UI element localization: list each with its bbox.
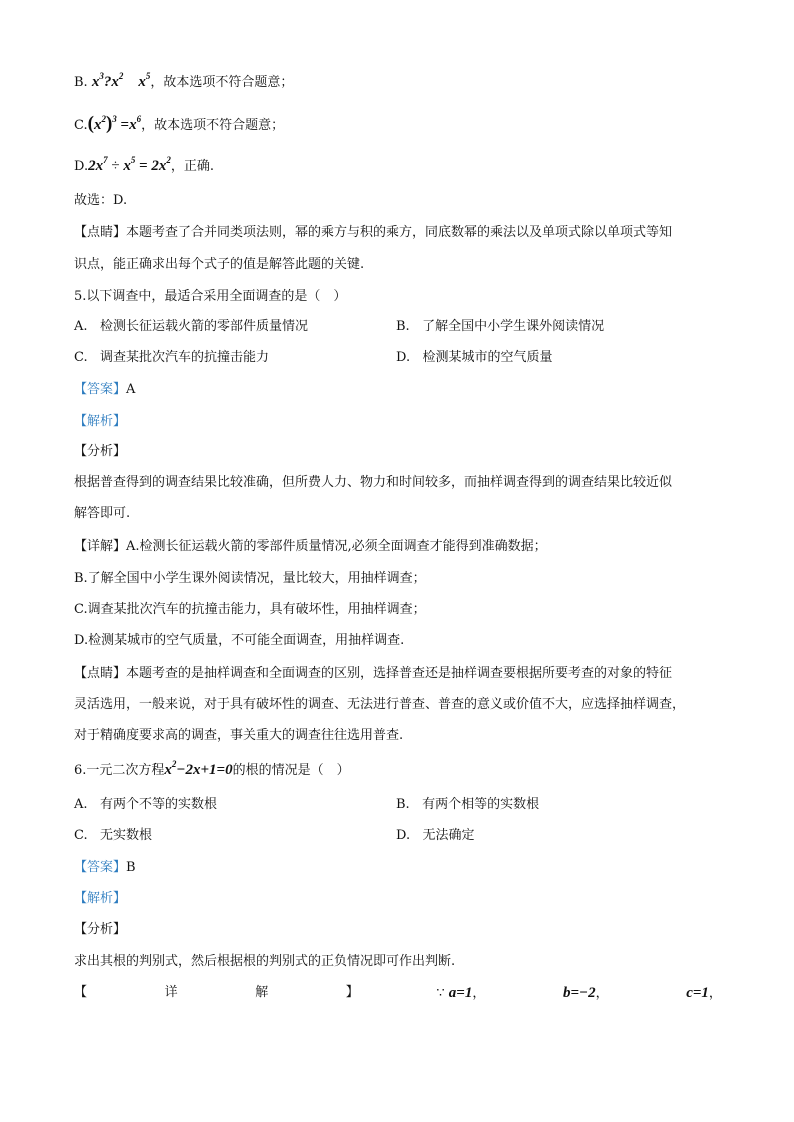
q5-option-c-letter: C. bbox=[74, 350, 88, 365]
c-eq: = bbox=[120, 117, 130, 133]
option-b-prefix: B. bbox=[74, 75, 88, 90]
q5-comment-2: 灵活选用，一般来说，对于具有破坏性的调查、无法进行普查、普查的意义或价值不大，应选择抽样调查， bbox=[74, 697, 686, 712]
q5-option-a-text: 检测长征运载火箭的零部件质量情况 bbox=[99, 319, 308, 334]
q5-fenxi-text-2: 解答即可. bbox=[74, 506, 131, 521]
q5-option-d bbox=[396, 349, 553, 367]
q5-option-c-text: 调查某批次汽车的抗撞击能力 bbox=[100, 350, 270, 365]
q6-detail-w2: 解 bbox=[255, 985, 269, 1000]
d-t2: x bbox=[123, 158, 131, 174]
q6-answer-label: 【答案】 bbox=[74, 860, 127, 875]
b-equals: b=−2 bbox=[562, 985, 596, 1001]
b-op: ? bbox=[103, 74, 112, 90]
q6-stem-prefix: 6.一元二次方程 bbox=[74, 763, 165, 778]
q6-detail-close: 】 bbox=[345, 985, 359, 1000]
q5-analysis-label: 【解析】 bbox=[74, 414, 127, 429]
q6-stem-suffix: 的根的情况是（ ） bbox=[232, 763, 350, 778]
b-base3: x bbox=[138, 74, 146, 90]
q6-detail-line bbox=[74, 984, 722, 1003]
q5-stem: 5.以下调查中，最适合采用全面调查的是（ ） bbox=[74, 289, 347, 304]
q6-option-b-letter: B. bbox=[396, 797, 410, 812]
b-exp1: 3 bbox=[99, 71, 104, 81]
q6-fenxi-text: 求出其根的判别式，然后根据根的判别式的正负情况即可作出判断. bbox=[74, 954, 456, 969]
q5-option-b bbox=[396, 318, 604, 336]
sep-1: ， bbox=[472, 986, 486, 1001]
b-exp2: 2 bbox=[118, 71, 124, 81]
d-e1: 7 bbox=[103, 155, 108, 165]
q6-eq-rest: −2x+1=0 bbox=[176, 762, 233, 778]
q6-option-c-letter: C. bbox=[74, 828, 88, 843]
q6-detail-a bbox=[436, 984, 485, 1003]
c-base: x bbox=[93, 117, 102, 133]
q6-eq-exp: 2 bbox=[171, 759, 177, 769]
option-c-text: ，故本选项不符合题意； bbox=[141, 118, 285, 133]
q5-detail-c: C.调查某批次汽车的抗撞击能力，具有破坏性，用抽样调查； bbox=[74, 602, 426, 617]
q6-option-d-letter: D. bbox=[396, 828, 411, 843]
option-d-text: ，正确. bbox=[170, 159, 215, 174]
q6-detail-w1: 详 bbox=[164, 985, 178, 1000]
comment-label: 【点睛】 bbox=[74, 225, 127, 240]
comment-text-1: 本题考查了合并同类项法则，幂的乘方与积的乘方，同底数幂的乘法以及单项式除以单项式等知 bbox=[126, 225, 673, 240]
q6-option-a-letter: A. bbox=[74, 797, 88, 812]
a-equals: a=1 bbox=[448, 985, 473, 1001]
b-base2: x bbox=[111, 74, 119, 90]
q6-fenxi-label: 【分析】 bbox=[74, 922, 127, 937]
q5-option-a-letter: A. bbox=[74, 319, 88, 334]
q5-detail-d: D.检测某城市的空气质量，不可能全面调查，用抽样调查. bbox=[74, 633, 405, 648]
option-d-expression bbox=[88, 155, 171, 174]
q6-option-d bbox=[396, 827, 475, 845]
q5-comment-label: 【点睛】 bbox=[74, 666, 127, 681]
q6-option-a-text: 有两个不等的实数根 bbox=[99, 797, 217, 812]
d-e3: 2 bbox=[166, 155, 171, 165]
q5-comment-3: 对于精确度要求高的调查，事关重大的调查往往选用普查. bbox=[74, 728, 404, 743]
option-d-line bbox=[74, 157, 214, 176]
c-inner-exp: 2 bbox=[101, 114, 106, 124]
q5-option-b-letter: B. bbox=[396, 319, 410, 334]
q5-comment-text-1: 本题考查的是抽样调查和全面调查的区别，选择普查还是抽样调查要根据所要考查的对象的特征 bbox=[126, 666, 673, 681]
option-b-expression bbox=[91, 71, 151, 90]
q5-option-d-letter: D. bbox=[396, 350, 411, 365]
q6-option-d-text: 无法确定 bbox=[422, 828, 475, 843]
q5-detail-label: 【详解】 bbox=[74, 539, 127, 554]
q5-option-a bbox=[74, 318, 308, 336]
option-c-line bbox=[74, 115, 284, 135]
c-equals: c=1 bbox=[686, 985, 709, 1001]
d-t3: 2x bbox=[151, 158, 167, 174]
b-exp3: 5 bbox=[145, 71, 151, 81]
q6-eq-x: x bbox=[164, 762, 172, 778]
because-symbol: ∵ bbox=[436, 986, 445, 1001]
option-b-line bbox=[74, 73, 293, 92]
q6-analysis-label: 【解析】 bbox=[74, 891, 127, 906]
q5-option-b-text: 了解全国中小学生课外阅读情况 bbox=[422, 319, 605, 334]
q5-comment-1 bbox=[74, 665, 672, 683]
comment-line-1 bbox=[74, 224, 672, 242]
q6-equation bbox=[164, 759, 233, 778]
q5-option-d-text: 检测某城市的空气质量 bbox=[422, 350, 553, 365]
sep-2: ， bbox=[595, 986, 609, 1001]
q5-fenxi-label: 【分析】 bbox=[74, 444, 127, 459]
d-eq: = bbox=[139, 158, 148, 174]
q5-option-c bbox=[74, 349, 269, 367]
q6-option-a bbox=[74, 796, 217, 814]
sep-3: ， bbox=[708, 986, 722, 1001]
c-res-exp: 6 bbox=[136, 114, 142, 124]
q6-option-c-text: 无实数根 bbox=[100, 828, 153, 843]
d-op: ÷ bbox=[111, 158, 120, 174]
q5-detail-b: B.了解全国中小学生课外阅读情况，量比较大，用抽样调查； bbox=[74, 571, 426, 586]
option-d-prefix: D. bbox=[74, 159, 89, 174]
q5-fenxi-text-1: 根据普查得到的调查结果比较准确，但所费人力、物力和时间较多，而抽样调查得到的调查结果比较近似 bbox=[74, 475, 673, 490]
c-res-base: x bbox=[129, 117, 137, 133]
q6-answer-value: B bbox=[126, 860, 136, 875]
q6-detail-open: 【 bbox=[74, 985, 88, 1000]
comment-line-2: 识点，能正确求出每个式子的值是解答此题的关键. bbox=[74, 257, 365, 272]
q5-answer-value: A bbox=[126, 382, 136, 397]
choice-line: 故选：D. bbox=[74, 193, 128, 208]
c-outer-exp: 3 bbox=[112, 114, 117, 124]
d-e2: 5 bbox=[130, 155, 136, 165]
d-t1: 2x bbox=[88, 158, 104, 174]
q6-detail-b bbox=[563, 984, 609, 1003]
q6-option-b-text: 有两个相等的实数根 bbox=[422, 797, 540, 812]
q5-answer bbox=[74, 381, 135, 399]
q6-option-b bbox=[396, 796, 539, 814]
q5-detail-a-text: A.检测长征运载火箭的零部件质量情况,必须全面调查才能得到准确数据； bbox=[126, 539, 547, 554]
q6-answer bbox=[74, 859, 136, 877]
option-b-text: ，故本选项不符合题意； bbox=[150, 75, 294, 90]
q6-stem bbox=[74, 761, 350, 780]
option-c-expression: $(x^2)^3 =x^6$ bbox=[87, 113, 142, 134]
b-base1: x bbox=[91, 74, 100, 90]
q5-answer-label: 【答案】 bbox=[74, 382, 127, 397]
q6-option-c bbox=[74, 827, 152, 845]
q5-detail-a bbox=[74, 538, 547, 556]
option-c-prefix: C. bbox=[74, 118, 88, 133]
q6-detail-c bbox=[686, 984, 722, 1003]
